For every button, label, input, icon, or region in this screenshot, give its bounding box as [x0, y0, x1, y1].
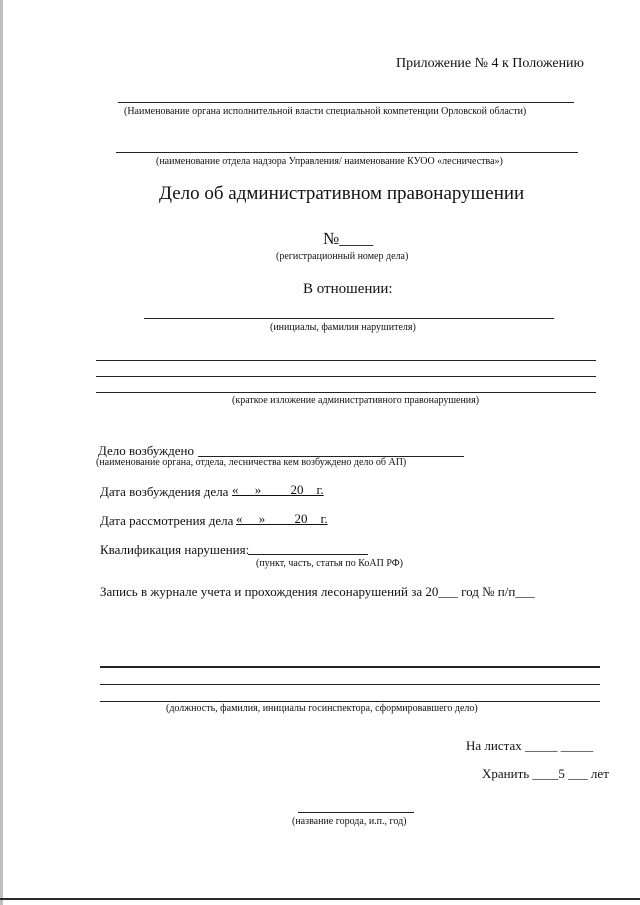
- offender-caption: (инициалы, фамилия нарушителя): [270, 322, 416, 333]
- summary-line-3: [96, 392, 596, 393]
- inspector-line-3: [100, 701, 600, 702]
- city-line: [298, 812, 414, 813]
- initiated-caption: (наименование органа, отдела, лесничества кем возбуждено дело об АП): [96, 457, 407, 468]
- city-caption: (название города, и.п., год): [292, 816, 407, 827]
- summary-caption: (краткое изложение административного правонарушения): [232, 395, 480, 406]
- document-title: Дело об административном правонарушении: [159, 183, 525, 204]
- retention-period: Хранить ____5 ___ лет: [482, 766, 609, 781]
- org-name-line: [118, 102, 574, 103]
- journal-entry: Запись в журнале учета и прохождения лесонарушений за 20___ год № п/п___: [100, 584, 535, 599]
- regarding-heading: В отношении:: [303, 281, 393, 297]
- qualification-label: Квалификация нарушения:: [100, 542, 250, 557]
- dept-name-caption: (наименование отдела надзора Управления/ наименование КУОО «лесничества»): [156, 156, 503, 167]
- case-number-caption: (регистрационный номер дела): [276, 251, 409, 262]
- inspector-line-2: [100, 684, 600, 685]
- initiated-label: Дело возбуждено: [98, 443, 194, 458]
- scan-left-edge: [0, 0, 3, 905]
- qualification-caption: (пункт, часть, статья по КоАП РФ): [256, 558, 403, 569]
- dept-name-line: [116, 152, 578, 153]
- start-date-value: « » 20 г.: [232, 482, 324, 497]
- summary-line-1: [96, 360, 596, 361]
- review-date-label: Дата рассмотрения дела: [100, 513, 234, 528]
- inspector-line-1: [100, 666, 600, 668]
- offender-line: [144, 318, 554, 319]
- summary-line-2: [96, 376, 596, 377]
- appendix-note: Приложение № 4 к Положению: [396, 56, 585, 71]
- review-date-value: « » 20 г.: [236, 511, 328, 526]
- start-date-label: Дата возбуждения дела: [100, 484, 229, 499]
- sheets-count: На листах _____ _____: [466, 738, 594, 753]
- org-name-caption: (Наименование органа исполнительной власти специальной компетенции Орловской области): [124, 106, 527, 117]
- inspector-caption: (должность, фамилия, инициалы госинспектора, сформировавшего дело): [166, 703, 478, 714]
- qualification-line: [248, 554, 368, 555]
- scan-bottom-edge: [0, 898, 640, 900]
- case-number-label: №____: [323, 229, 374, 248]
